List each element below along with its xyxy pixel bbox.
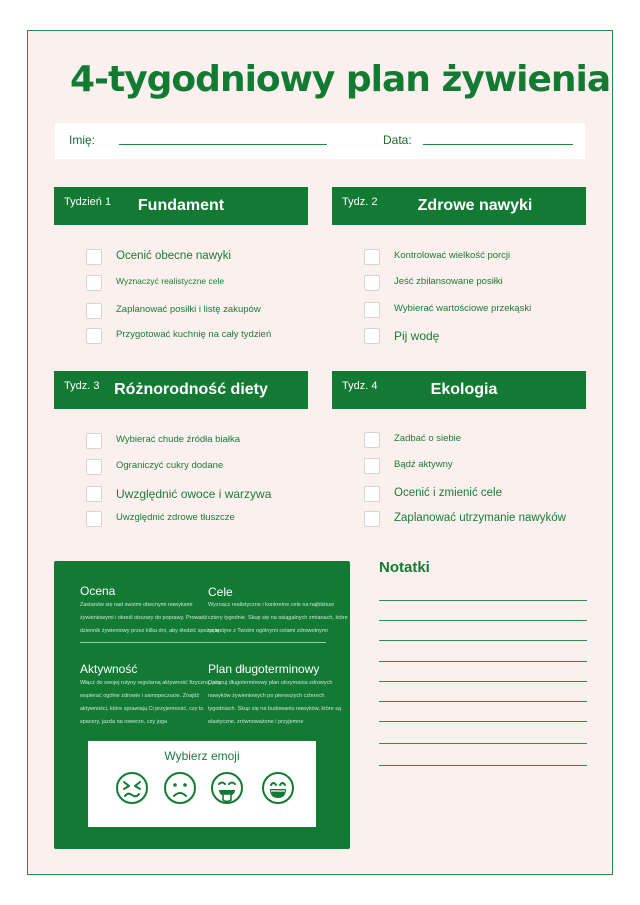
checkbox[interactable] (364, 275, 380, 291)
cele-heading: Cele (208, 585, 233, 599)
week-2-name: Zdrowe nawyki (417, 197, 533, 214)
aktywnosc-text: Włącz do swojej rutyny regularną aktywność fizyczną, aby wspierać ogólne zdrowie i samopoczucie. Znajdź aktywności, które sprawiają Ci przyjemność, czy to spacery, jazda na rowerze, czy joga (80, 680, 222, 725)
week-1-header (54, 187, 308, 225)
name-date-bar (55, 123, 585, 159)
checkbox[interactable] (86, 303, 102, 319)
note-line[interactable] (379, 640, 587, 641)
checkbox[interactable] (86, 275, 102, 291)
emoji-picker (88, 741, 316, 827)
checkbox[interactable] (364, 432, 380, 448)
checkbox[interactable] (86, 486, 102, 502)
ocena-text: Zastanów się nad swoimi obecnymi nawykami żywieniowymi i określ obszary do poprawy. Prowadź dziennik żywieniowy przez kilka dni, aby śledzić spożycie (80, 602, 220, 634)
checkbox[interactable] (364, 458, 380, 474)
date-field[interactable] (423, 144, 573, 145)
note-line[interactable] (379, 661, 587, 662)
aktywnosc-heading: Aktywność (80, 662, 138, 676)
cele-text: Wyznacz realistyczne i konkretne cele na najbliższe cztery tygodnie. Skup się na osiągalnych zmianach, które są spójne z Twoimi ogólnymi celami zdrowotnymi (208, 602, 348, 634)
name-field[interactable] (119, 144, 327, 145)
week-2-header (332, 187, 586, 225)
checkbox[interactable] (86, 249, 102, 265)
week-4-header (332, 371, 586, 409)
grinning-face-icon[interactable] (261, 771, 295, 805)
note-line[interactable] (379, 600, 587, 601)
checkbox[interactable] (86, 328, 102, 344)
week-3-name: Różnorodność diety (114, 381, 268, 398)
plan-heading: Plan długoterminowy (208, 662, 320, 676)
checkbox[interactable] (364, 511, 380, 527)
note-line[interactable] (379, 681, 587, 682)
tongue-out-face-icon[interactable] (210, 771, 244, 805)
week-3-tag: Tydz. 3 (64, 380, 100, 392)
week-3-header (54, 371, 308, 409)
checkbox[interactable] (364, 328, 380, 344)
note-line[interactable] (379, 743, 587, 744)
info-panel (54, 561, 350, 849)
note-line[interactable] (379, 620, 587, 621)
week-4-tag: Tydz. 4 (342, 380, 378, 392)
date-label: Data: (383, 133, 412, 147)
week-1-name: Fundament (137, 197, 225, 214)
panel-divider (80, 642, 326, 643)
week-1-tag: Tydzień 1 (64, 196, 112, 208)
dizzy-face-icon[interactable] (115, 771, 149, 805)
name-label: Imię: (69, 133, 96, 147)
checkbox[interactable] (364, 302, 380, 318)
checkbox[interactable] (86, 459, 102, 475)
emoji-picker-title: Wybierz emoji (164, 749, 240, 763)
page-title: 4-tygodniowy plan żywienia (70, 59, 611, 100)
plan-text: Opracuj długoterminowy plan utrzymania zdrowych nawyków żywieniowych po pierwszych czterech tygodniach. Skup się na budowaniu nawyków, które są elastyczne, zrównoważone i przyjemne (208, 680, 341, 725)
week-2-tag: Tydz. 2 (342, 196, 378, 208)
note-line[interactable] (379, 701, 587, 702)
note-line[interactable] (379, 721, 587, 722)
sad-face-icon[interactable] (163, 771, 197, 805)
checkbox[interactable] (86, 511, 102, 527)
checkbox[interactable] (86, 433, 102, 449)
checkbox[interactable] (364, 486, 380, 502)
notes-title: Notatki (379, 559, 430, 576)
planner-page: 4-tygodniowy plan żywienia Imię: Data: Tydzień 1 Fundament Ocenić obecne nawyki Wyznaczyć realistyczne cele Zaplanować posiłki i listę zakupów Przygotować kuchnię na cały tydzień Tydz. 2 Zdrowe nawyki Kontrolować wielkość porcji Jeść zbilansowane posiłki Wybierać wartościowe przekąski Pij wodę Tydz. 3 Różnorodność diety Wybierać chude źródła białka Ograniczyć cukry dodane Uwzględnić owoce i warzywa Uwzględnić zdrowe tłuszcze Tydz. 4 Ekologia Zadbać o siebie Bądź aktywny Ocenić i zmienić cele Zaplanować utrzymanie nawyków Ocena Zastanów się nad swoimi obecnymi nawykami żywieniowymi i określ obszary do poprawy. Prowadź dziennik żywieniowy przez kilka dni, aby śledzić spożycie Cele Wyznacz realistyczne i konkretne cele na najbliższe cztery tygodnie. Skup się na osiągalnych zmianach, które są spójne z Twoimi ogólnymi celami zdrowotnymi Aktywność Włącz do swojej rutyny regularną aktywność fizyczną, aby wspierać ogólne zdrowie i samopoczucie. Znajdź aktywności, które sprawiają Ci przyjemność, czy to spacery, jazda na rowerze, czy joga Plan długoterminowy Opracuj długoterminowy plan utrzymania zdrowych nawyków żywieniowych po pierwszych czterech tygodniach. Skup się na budowaniu nawyków, które są elastyczne, zrównoważone i przyjemne Wybierz emoji Notatki (27, 30, 613, 875)
ocena-heading: Ocena (80, 584, 116, 598)
note-line[interactable] (379, 765, 587, 766)
checkbox[interactable] (364, 249, 380, 265)
week-4-name: Ekologia (430, 381, 498, 398)
